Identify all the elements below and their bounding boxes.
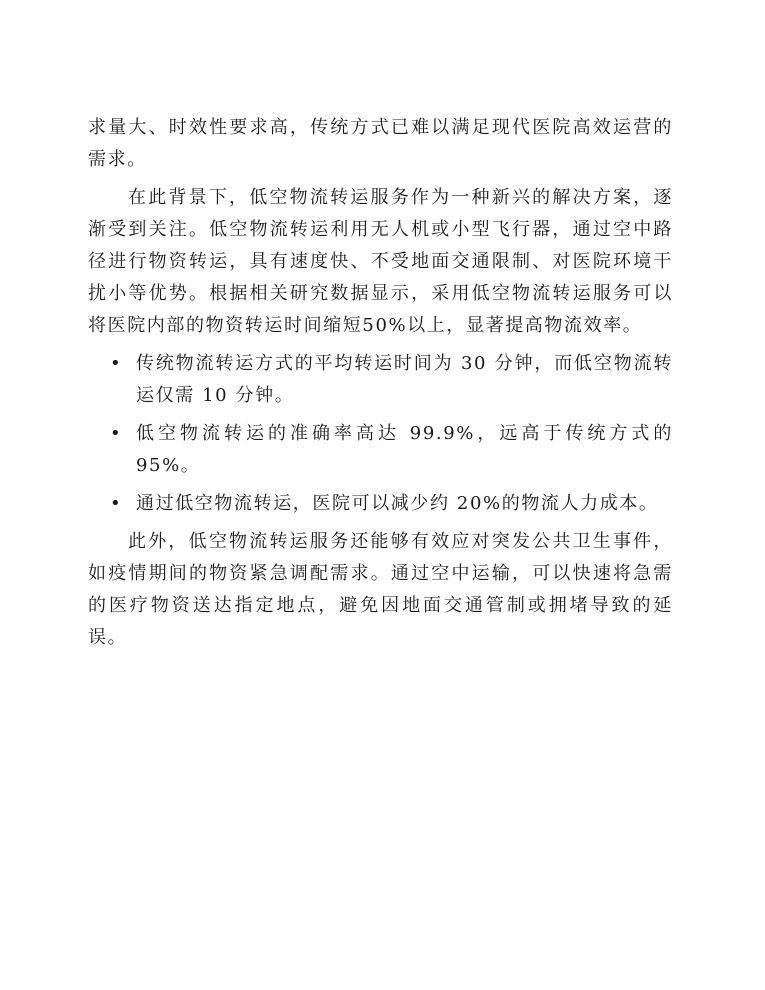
- paragraph-background: 在此背景下，低空物流转运服务作为一种新兴的解决方案，逐渐受到关注。低空物流转运利用无人机或小型飞行器，通过空中路径进行物资转运，具有速度快、不受地面交通限制、对医院环境干扰小等优势。根据相关研究数据显示，采用低空物流转运服务可以将医院内部的物资转运时间缩短50%以上，显著提高物流效率。: [88, 187, 673, 336]
- document-body: [88, 112, 673, 660]
- bullet-item-cost: • 通过低空物流转运，医院可以减少约 20%的物流人力成本。: [88, 488, 673, 520]
- paragraph-emergency: 此外，低空物流转运服务还能够有效应对突发公共卫生事件，如疫情期间的物资紧急调配需求。通过空中运输，可以快速将急需的医疗物资送达指定地点，避免因地面交通管制或拥堵导致的延误。: [88, 531, 673, 648]
- paragraph-continuation: 求量大、时效性要求高，传统方式已难以满足现代医院高效运营的需求。: [88, 117, 673, 170]
- bullet-item-transfer-time: • 传统物流转运方式的平均转运时间为 30 分钟，而低空物流转运仅需 10 分钟。: [88, 348, 673, 412]
- bullet-list: [88, 348, 673, 520]
- bullet-item-accuracy: • 低空物流转运的准确率高达 99.9%，远高于传统方式的 95%。: [88, 418, 673, 482]
